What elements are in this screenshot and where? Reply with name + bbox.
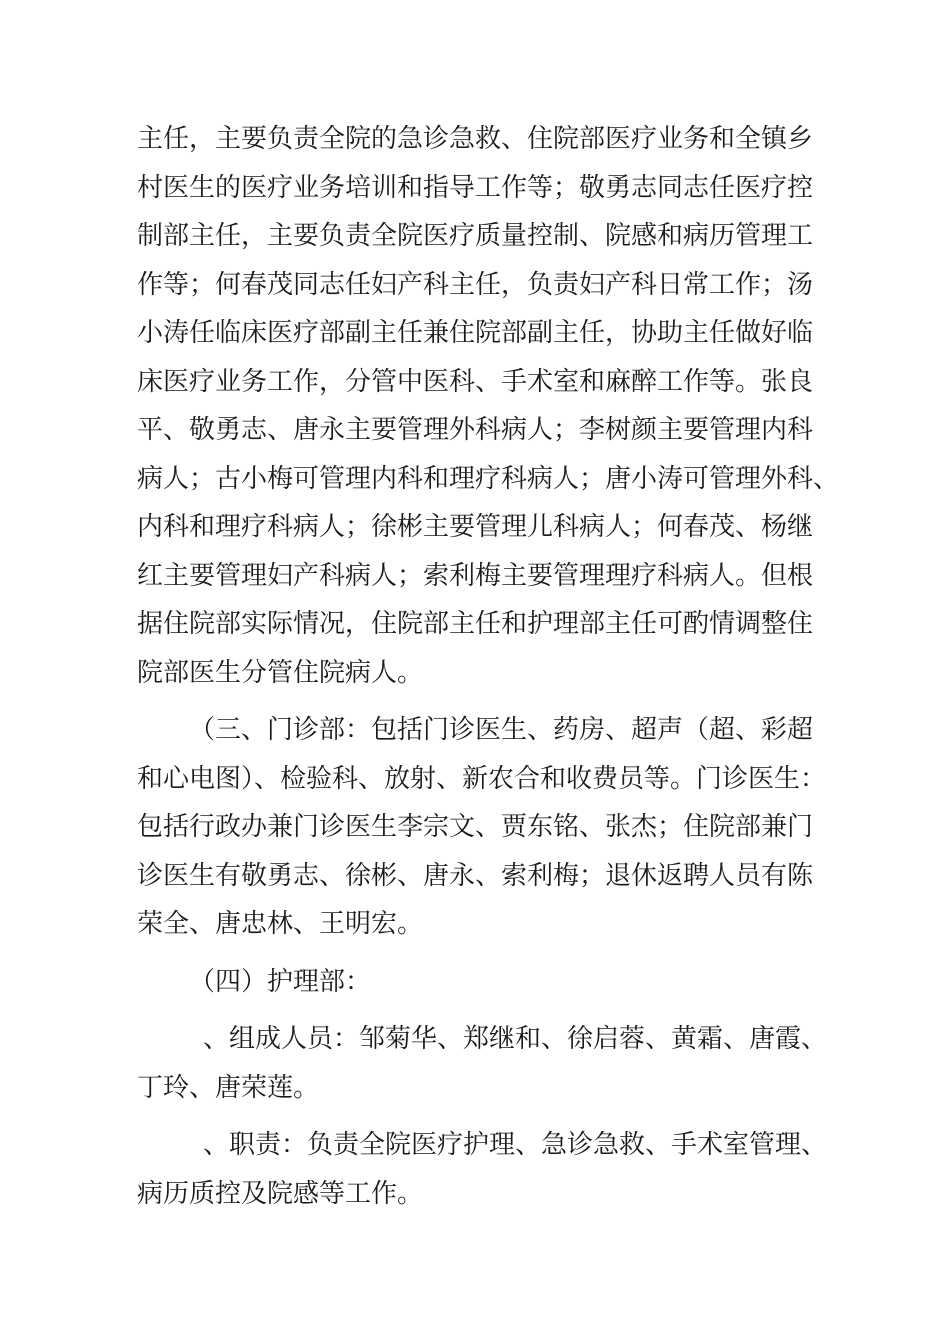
text-line: 诊医生有敬勇志、徐彬、唐永、索利梅；退休返聘人员有陈	[137, 860, 814, 891]
text-line: 主任，主要负责全院的急诊急救、住院部医疗业务和全镇乡	[137, 124, 814, 154]
text-line: 制部主任，主要负责全院医疗质量控制、院感和病历管理工	[137, 221, 814, 251]
section-heading: （四）护理部：	[189, 966, 372, 997]
text-line: 村医生的医疗业务培训和指导工作等；敬勇志同志任医疗控	[137, 172, 814, 203]
text-line: 床医疗业务工作，分管中医科、手术室和麻醉工作等。张良	[137, 366, 814, 397]
text-line: 作等；何春茂同志任妇产科主任，负责妇产科日常工作；汤	[137, 269, 814, 300]
paragraph-gap	[137, 697, 837, 706]
text-line: 内科和理疗科病人；徐彬主要管理儿科病人；何春茂、杨继	[137, 512, 814, 542]
paragraph-gap	[137, 1006, 837, 1015]
paragraph-nursing-members	[137, 1015, 837, 1112]
paragraph-nursing-duties	[137, 1121, 837, 1218]
text-line: 小涛任临床医疗部副主任兼住院部副主任，协助主任做好临	[137, 318, 814, 348]
text-line: 红主要管理妇产科病人；索利梅主要管理理疗科病人。但根	[137, 560, 814, 591]
text-line: 病历质控及院感等工作。	[137, 1178, 424, 1209]
paragraph-gap	[137, 1112, 837, 1121]
text-line: 和心电图）、检验科、放射、新农合和收费员等。门诊医生：	[137, 763, 827, 794]
text-line: 据住院部实际情况，住院部主任和护理部主任可酌情调整住	[137, 609, 814, 639]
text-line: 、职责：负责全院医疗护理、急诊急救、手术室管理、	[203, 1130, 828, 1160]
paragraph-nursing-heading	[137, 958, 837, 1007]
text-line: 平、敬勇志、唐永主要管理外科病人；李树颜主要管理内科	[137, 415, 814, 445]
text-line: 荣全、唐忠林、王明宏。	[137, 909, 424, 939]
paragraph-clinical-departments	[137, 115, 840, 697]
text-line: 、组成人员：邹菊华、郑继和、徐启蓉、黄霜、唐霞、	[203, 1024, 828, 1054]
document-body	[137, 115, 840, 1218]
text-line: （三、门诊部：包括门诊医生、药房、超声（超、彩超	[189, 715, 814, 745]
paragraph-gap	[137, 949, 837, 958]
paragraph-outpatient	[137, 706, 837, 949]
text-line: 包括行政办兼门诊医生李宗文、贾东铭、张杰；住院部兼门	[137, 812, 814, 842]
text-line: 病人；古小梅可管理内科和理疗科病人；唐小涛可管理外科、	[137, 463, 840, 494]
text-line: 丁玲、唐荣莲。	[137, 1072, 320, 1103]
text-line: 院部医生分管住院病人。	[137, 657, 424, 688]
